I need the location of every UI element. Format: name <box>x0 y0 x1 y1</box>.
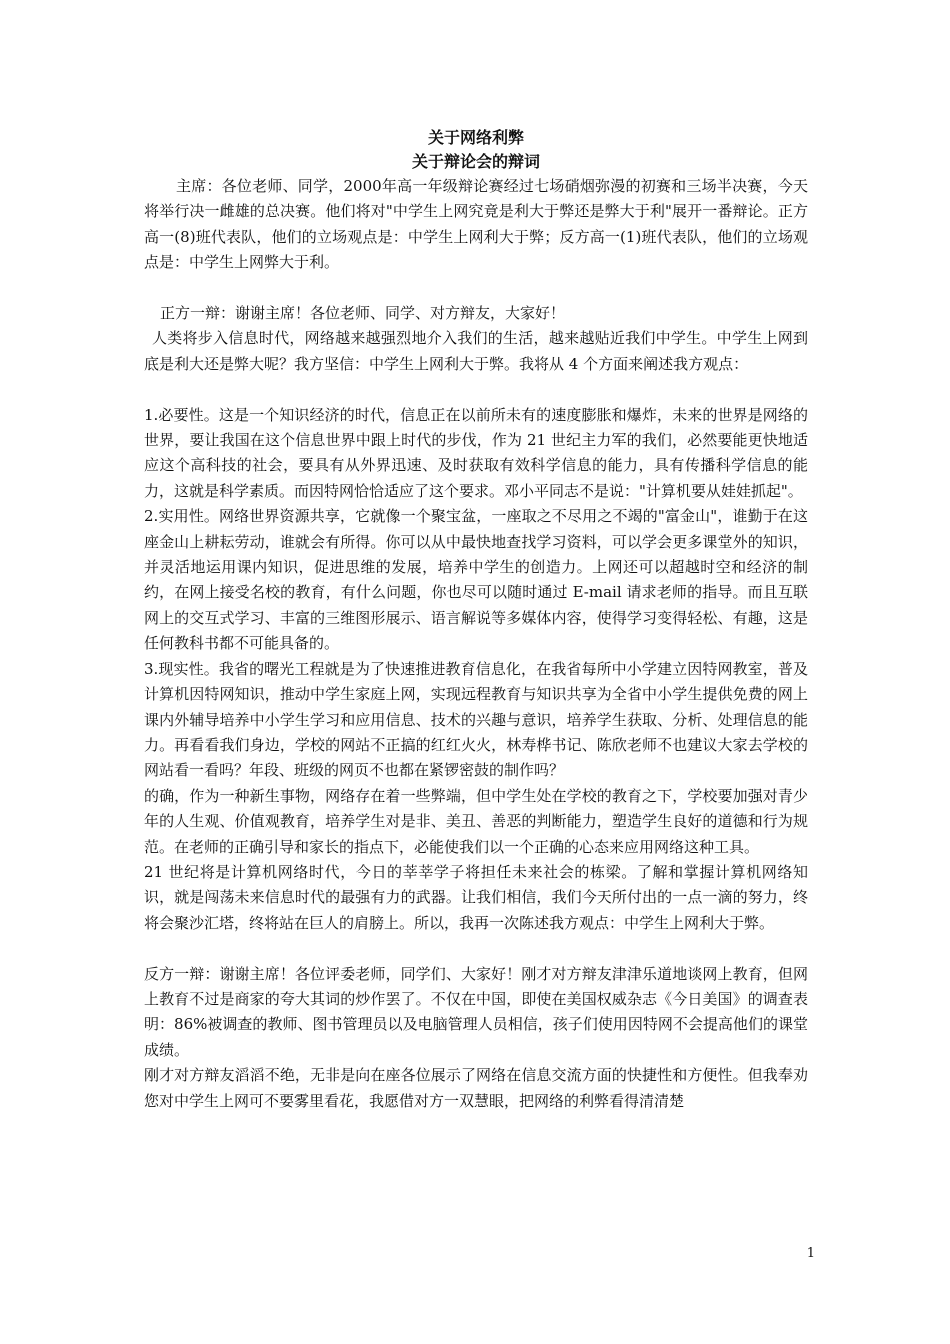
paragraph-rebuttal-concession: 的确，作为一种新生事物，网络存在着一些弊端，但中学生处在学校的教育之下，学校要加强对青少年的人生观、价值观教育，培养学生对是非、美丑、善恶的判断能力，塑造学生良好的道德和行为规范。在老师的正确引导和家长的指点下，必能使我们以一个正确的心态来应用网络这种工具。 <box>144 786 808 856</box>
paragraph-affirmative-greeting: 正方一辩：谢谢主席！各位老师、同学、对方辩友，大家好！ <box>160 304 566 323</box>
document-title: 关于网络利弊 <box>427 128 524 147</box>
page-number: 1 <box>806 1246 815 1261</box>
paragraph-affirmative-conclusion: 21 世纪将是计算机网络时代，今日的莘莘学子将担任未来社会的栋梁。了解和掌握计算机网络知识，就是闯荡未来信息时代的最强有力的武器。让我们相信，我们今天所付出的一点一滴的努力，终将会聚沙汇塔，终将站在巨人的肩膀上。所以，我再一次陈述我方观点：中学生上网利大于弊。 <box>144 862 808 932</box>
document-body <box>144 126 808 1114</box>
blank-line <box>144 377 808 402</box>
paragraph-point-2: 2.实用性。网络世界资源共享，它就像一个聚宝盆，一座取之不尽用之不竭的"富金山"，谁勤于在这座金山上耕耘劳动，谁就会有所得。你可以从中最快地查找学习资料，可以学会更多课堂外的知识，并灵活地运用课内知识，促进思维的发展，培养中学生的创造力。上网还可以超越时空和经济的制约，在网上接受名校的教育，有什么问题，你也尽可以随时通过 E-mail 请求老师的指导。而且互联网上的交互式学习、丰富的三维图形展示、语言解说等多媒体内容，使得学习变得轻松、有趣，这是任何教科书都不可能具备的。 <box>144 507 808 653</box>
document-subtitle: 关于辩论会的辩词 <box>411 152 540 171</box>
paragraph-negative-continued: 刚才对方辩友滔滔不绝，无非是向在座各位展示了网络在信息交流方面的快捷性和方便性。但我奉劝您对中学生上网可不要雾里看花，我愿借对方一双慧眼，把网络的利弊看得清清楚 <box>144 1066 808 1110</box>
blank-line <box>144 276 808 301</box>
blank-line <box>144 936 808 961</box>
paragraph-host-intro: 主席：各位老师、同学，2000年高一年级辩论赛经过七场硝烟弥漫的初赛和三场半决赛，今天将举行决一雌雄的总决赛。他们将对"中学生上网究竟是利大于弊还是弊大于利"展开一番辩论。正方高一(8)班代表队，他们的立场观点是：中学生上网利大于弊；反方高一(1)班代表队，他们的立场观点是：中学生上网弊大于利。 <box>144 177 808 272</box>
paragraph-affirmative-thesis: 人类将步入信息时代，网络越来越强烈地介入我们的生活，越来越贴近我们中学生。中学生上网到底是利大还是弊大呢？我方坚信：中学生上网利大于弊。我将从 4 个方面来阐述我方观点： <box>144 329 808 373</box>
paragraph-negative-opening: 反方一辩：谢谢主席！各位评委老师，同学们、大家好！刚才对方辩友津津乐道地谈网上教育，但网上教育不过是商家的夸大其词的炒作罢了。不仅在中国，即使在美国权威杂志《今日美国》的调查表明：86%被调查的教师、图书管理员以及电脑管理人员相信，孩子们使用因特网不会提高他们的课堂成绩。 <box>144 964 808 1059</box>
paragraph-point-3: 3.现实性。我省的曙光工程就是为了快速推进教育信息化，在我省每所中小学建立因特网教室，普及计算机因特网知识，推动中学生家庭上网，实现远程教育与知识共享为全省中小学生提供免费的网上课内外辅导培养中小学生学习和应用信息、技术的兴趣与意识，培养学生获取、分析、处理信息的能力。再看看我们身边，学校的网站不正搞的红红火火，林寿桦书记、陈欣老师不也建议大家去学校的网站看一看吗？年段、班级的网页不也都在紧锣密鼓的制作吗？ <box>144 659 808 780</box>
paragraph-point-1: 1.必要性。这是一个知识经济的时代，信息正在以前所未有的速度膨胀和爆炸，未来的世界是网络的世界，要让我国在这个信息世界中跟上时代的步伐，作为 21 世纪主力军的我们，必然要能更快地适应这个高科技的社会，要具有从外界迅速、及时获取有效科学信息的能力，具有传播科学信息的能力，这就是科学素质。而因特网恰恰适应了这个要求。邓小平同志不是说："计算机要从娃娃抓起"。 <box>144 405 808 500</box>
